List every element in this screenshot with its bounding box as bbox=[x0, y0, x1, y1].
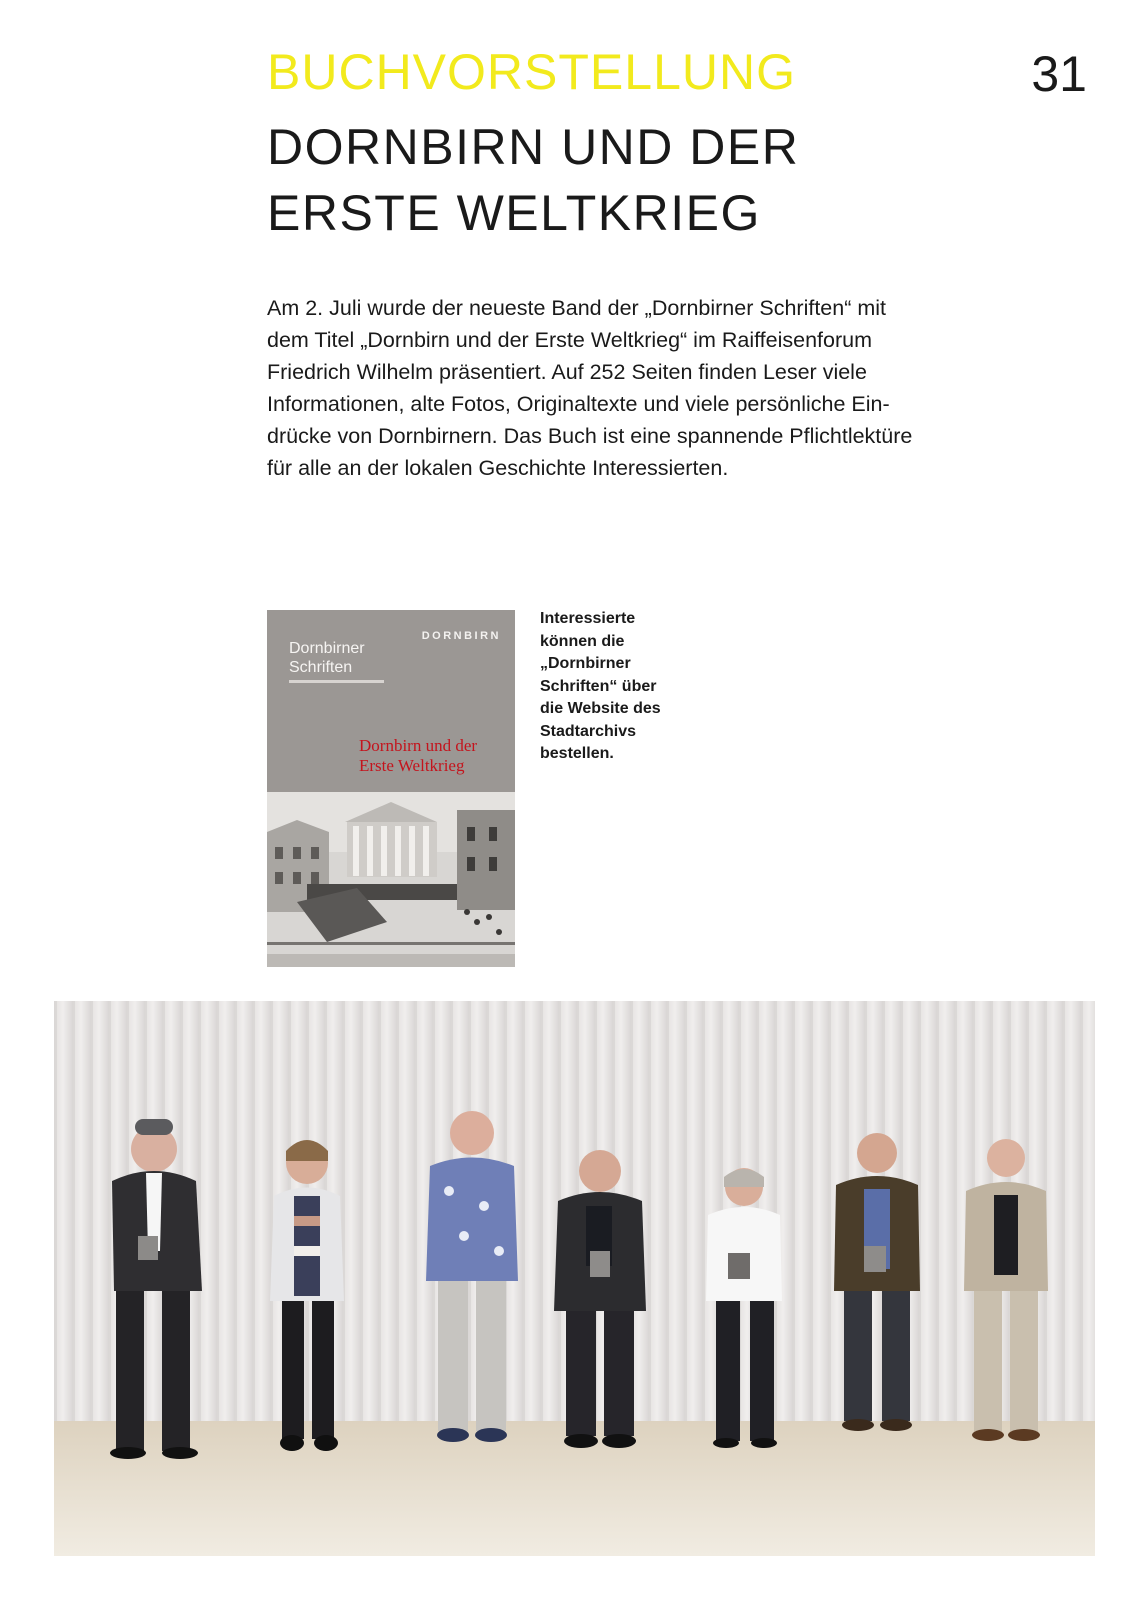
caption-line: Schriften“ über bbox=[540, 677, 657, 695]
caption-line: die Website des bbox=[540, 700, 661, 717]
book-cover-series-line: Dornbirner bbox=[289, 640, 365, 657]
lead-line: Informationen, alte Fotos, Originaltexte und viele persönliche Ein- bbox=[267, 392, 890, 416]
book-cover-series bbox=[289, 639, 365, 677]
book-cover-brand: DORNBIRN bbox=[421, 630, 501, 642]
group-photo bbox=[54, 1001, 1095, 1556]
caption-line: bestellen. bbox=[540, 745, 614, 762]
book-order-caption bbox=[540, 608, 700, 766]
book-cover-image bbox=[267, 610, 515, 967]
article-title-line: DORNBIRN UND DER bbox=[267, 119, 800, 175]
lead-line: Friedrich Wilhelm präsentiert. Auf 252 Seiten finden Leser viele bbox=[267, 360, 867, 384]
lead-line: dem Titel „Dornbirn und der Erste Weltkrieg“ im Raiffeisenforum bbox=[267, 328, 873, 352]
lead-line: für alle an der lokalen Geschichte Interessierten. bbox=[267, 456, 729, 480]
book-cover-title-line: Dornbirn und der bbox=[359, 736, 478, 755]
section-kicker: BUCHVORSTELLUNG bbox=[267, 44, 796, 100]
caption-line: Stadtarchivs bbox=[540, 722, 637, 740]
lead-line: drücke von Dornbirnern. Das Buch ist eine spannende Pflichtlektüre bbox=[267, 424, 913, 448]
article-title-line: ERSTE WELTKRIEG bbox=[267, 185, 761, 241]
lead-paragraph bbox=[267, 292, 1027, 484]
article-title bbox=[267, 114, 907, 246]
book-cover-title bbox=[359, 736, 477, 776]
caption-line: können die bbox=[540, 632, 625, 650]
book-cover-series-line: Schriften bbox=[289, 659, 353, 676]
book-cover-subtitle-rule bbox=[289, 680, 384, 683]
book-cover-title-line: Erste Weltkrieg bbox=[359, 756, 465, 775]
lead-line: Am 2. Juli wurde der neueste Band der „Dornbirner Schriften“ mit bbox=[267, 296, 886, 320]
page-number: 31 bbox=[1031, 46, 1087, 102]
caption-line: „Dornbirner bbox=[540, 655, 631, 672]
book-cover-historic-photo bbox=[267, 792, 515, 967]
caption-line: Interessierte bbox=[540, 610, 636, 627]
